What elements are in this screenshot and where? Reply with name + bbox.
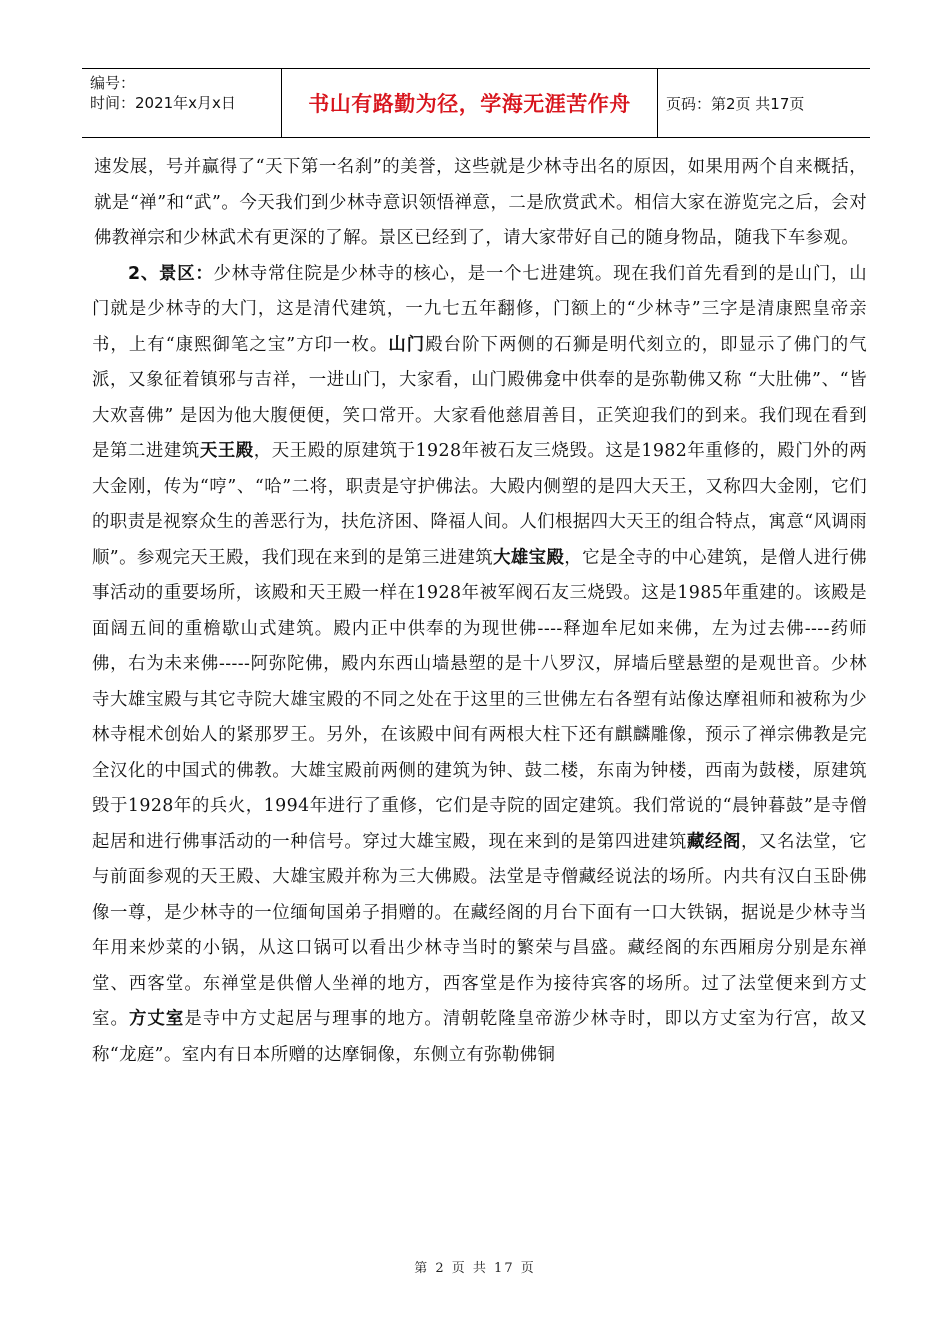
keyword-cangjingge: 藏经阁 [686,831,742,852]
text-segment: ，天王殿的原建筑于1928年被石友三烧毁。这是1982年重修的，殿门外的两大金刚，传为“哼”、“哈”二将，职责是守护佛法。大殿内侧塑的是四大天王，又称四大金刚，它们的职责是视察众生的善恶行为，扶危济困、降福人间。人们根据四大天王的组合特点，寓意“风调雨顺”。参观完天王殿，我们现在来到的是第三进建筑 [92,441,867,568]
keyword-fangzhangshi: 方丈室 [128,1009,185,1029]
text-segment: 少林寺常住院是少林寺的核心，是一个七进建筑。现在我们首先看到的是山门，山门就是少林寺的大门，这是清代建筑，一九七五年翻修，门额上的“少林寺”三字是清康熙皇帝亲书，上有“康熙御笔之宝”方印一枚。 [92,263,867,355]
header-meta [82,69,282,137]
text-segment: ，它是全寺的中心建筑，是僧人进行佛事活动的重要场所，该殿和天王殿一样在1928年被军阀石友三烧毁。这是1985年重建的。该殿是面阔五间的重檐歇山式建筑。殿内正中供奉的为现世佛----释迦牟尼如来佛，左为过去佛----药师佛，右为未来佛-----阿弥陀佛，殿内东西山墙悬塑的是十八罗汉，屏墙后壁悬塑的是观世音。少林寺大雄宝殿与其它寺院大雄宝殿的不同之处在于这里的三世佛左右各塑有站像达摩祖师和被称为少林寺棍术创始人的紧那罗王。另外，在该殿中间有两根大柱下还有麒麟雕像，预示了禅宗佛教是完全汉化的中国式的佛教。大雄宝殿前两侧的建筑为钟、鼓二楼，东南为钟楼，西南为鼓楼，原建筑毁于1928年的兵火，1994年进行了重修，它们是寺院的固定建筑。我们常说的“晨钟暮鼓”是寺僧起居和进行佛事活动的一种信号。穿过大雄宝殿，现在来到的是第四进建筑 [92,547,867,852]
text-segment: 是寺中方丈起居与理事的地方。清朝乾隆皇帝游少林寺时，即以方丈室为行宫，故又称“龙庭”。室内有日本所赠的达摩铜像，东侧立有弥勒佛铜 [92,1009,867,1065]
section-label: 2、景区： [128,263,214,284]
header-motto: 书山有路勤为径，学海无涯苦作舟 [282,69,658,137]
text-segment: ，又名法堂，它与前面参观的天王殿、大雄宝殿并称为三大佛殿。法堂是寺僧藏经说法的场所。内共有汉白玉卧佛像一尊，是少林寺的一位缅甸国弟子捐赠的。在藏经阁的月台下面有一口大铁锅，据说是少林寺当年用来炒菜的小锅，从这口锅可以看出少林寺当时的繁荣与昌盛。藏经阁的东西厢房分别是东禅堂、西客堂。东禅堂是供僧人坐禅的地方，西客堂是作为接待宾客的场所。过了法堂便来到方丈室。 [92,831,867,1029]
keyword-daxiongbaodian: 大雄宝殿 [493,547,565,568]
page-footer: 第 2 页 共 17 页 [414,1261,536,1276]
header-page-info: 页码：第2页 共17页 [666,94,805,113]
page-header [82,68,870,138]
text-segment: 殿台阶下两侧的石狮是明代刻立的，即显示了佛门的气派，又象征着镇邪与吉祥，一进山门，大家看，山门殿佛龛中供奉的是弥勒佛又称 “大肚佛”、“皆大欢喜佛” 是因为他大腹便便，笑口常开。大家看他慈眉善目，正笑迎我们的到来。我们现在看到是第二进建筑 [92,334,867,461]
paragraph-scenic-area [92,257,867,1074]
header-number-label: 编号： [90,74,136,92]
header-date-label: 时间：2021年x月x日 [90,94,236,112]
keyword-tianwangdian: 天王殿 [199,441,254,461]
keyword-shanmen: 山门 [388,334,426,355]
document-body [92,150,867,1073]
paragraph-intro: 速发展，号并赢得了“天下第一名刹”的美誉，这些就是少林寺出名的原因，如果用两个自来概括，就是“禅”和“武”。今天我们到少林寺意识领悟禅意，二是欣赏武术。相信大家在游览完之后，会对佛教禅宗和少林武术有更深的了解。景区已经到了，请大家带好自己的随身物品，随我下车参观。 [94,157,867,248]
